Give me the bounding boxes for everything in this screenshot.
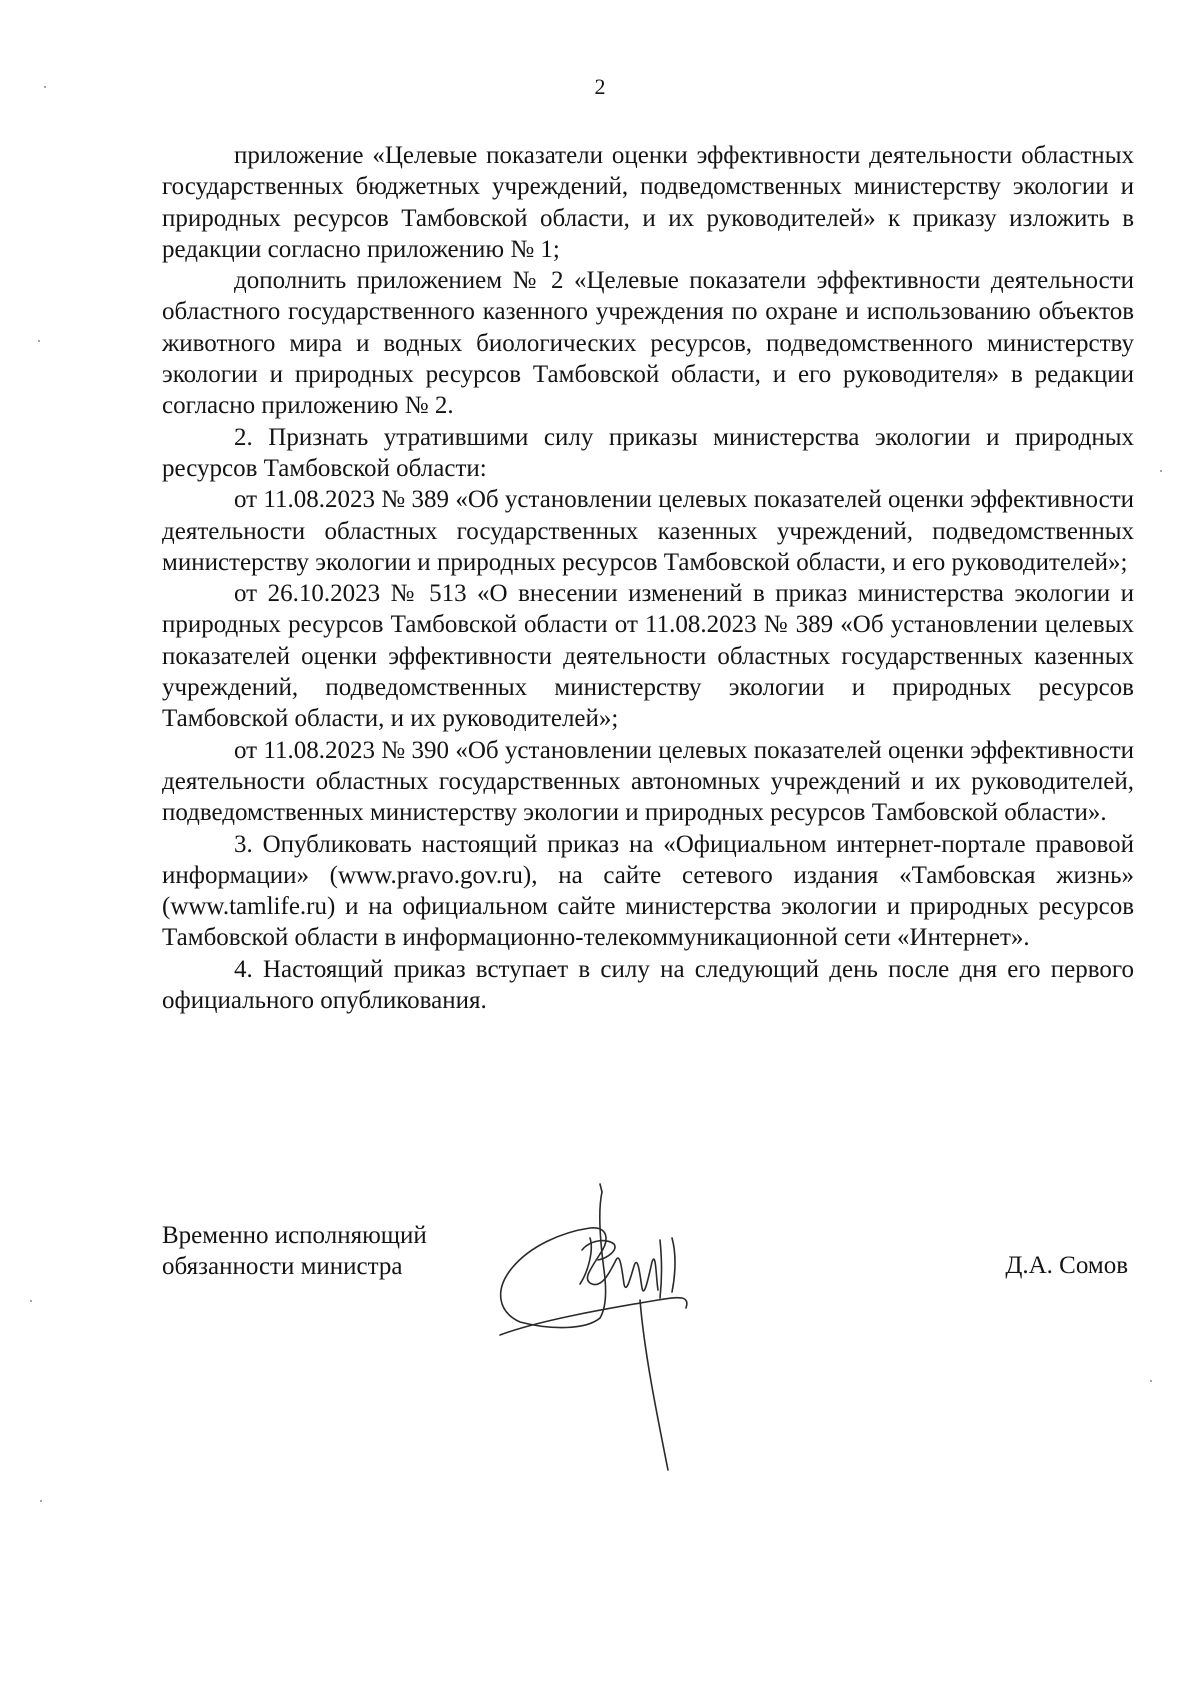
paragraph-item-2: 2. Признать утратившими силу приказы министерства экологии и природных ресурсов Тамбовской области: <box>162 423 1134 482</box>
scan-speck <box>40 1500 42 1502</box>
paragraph-appendix-2: дополнить приложением № 2 «Целевые показатели эффективности деятельности областного государственного казенного учреждения по охране и использованию объектов животного мира и водных биологических ресурсов, подведомственного министерству экологии и природных ресурсов Тамбовской области, и его руководителя» в редакции согласно приложению № 2. <box>162 267 1134 420</box>
paragraph-order-390: от 11.08.2023 № 390 «Об установлении целевых показателей оценки эффективности деятельности областных государственных автономных учреждений и их руководителей, подведомственных министерству экологии и природных ресурсов Тамбовской области». <box>162 736 1134 827</box>
signatory-position-line-2: обязанности министра <box>162 1253 403 1280</box>
paragraph-item-4: 4. Настоящий приказ вступает в силу на следующий день после дня его первого официального опубликования. <box>162 955 1134 1015</box>
signatory-position-line-1: Временно исполняющий <box>162 1222 427 1249</box>
paragraph-appendix-1: приложение «Целевые показатели оценки эффективности деятельности областных государственных бюджетных учреждений, подведомственных министерству экологии и природных ресурсов Тамбовской области, и их руководителей» к приказу изложить в редакции согласно приложению № 1; <box>162 142 1134 263</box>
scan-speck <box>38 340 40 342</box>
page-number: 2 <box>594 74 606 99</box>
scan-speck <box>44 86 46 88</box>
signatory-position <box>162 1220 427 1282</box>
document-body <box>162 140 1134 1016</box>
paragraph-item-3: 3. Опубликовать настоящий приказ на «Официальном интернет-портале правовой информации» (www.pravo.gov.ru), на сайте сетевого издания «Тамбовская жизнь» (www.tamlife.ru) и на официальном сайте министерства экологии и природных ресурсов Тамбовской области в информационно-телекоммуникационной сети «Интернет». <box>162 830 1134 952</box>
paragraph-order-513: от 26.10.2023 № 513 «О внесении изменений в приказ министерства экологии и природных ресурсов Тамбовской области от 11.08.2023 № 389 «Об установлении целевых показателей оценки эффективности деятельности областных государственных казенных учреждений, подведомственных министерству экологии и природных ресурсов Тамбовской области, и их руководителей»; <box>162 580 1134 733</box>
handwritten-signature <box>490 1180 740 1500</box>
scan-speck <box>30 1300 32 1302</box>
signatory-name: Д.А. Сомов <box>1005 1252 1128 1279</box>
scan-speck <box>1150 1380 1152 1382</box>
paragraph-order-389: от 11.08.2023 № 389 «Об установлении целевых показателей оценки эффективности деятельности областных государственных казенных учреждений, подведомственных министерству экологии и природных ресурсов Тамбовской области, и его руководителей»; <box>162 486 1134 576</box>
scan-speck <box>1160 470 1162 472</box>
